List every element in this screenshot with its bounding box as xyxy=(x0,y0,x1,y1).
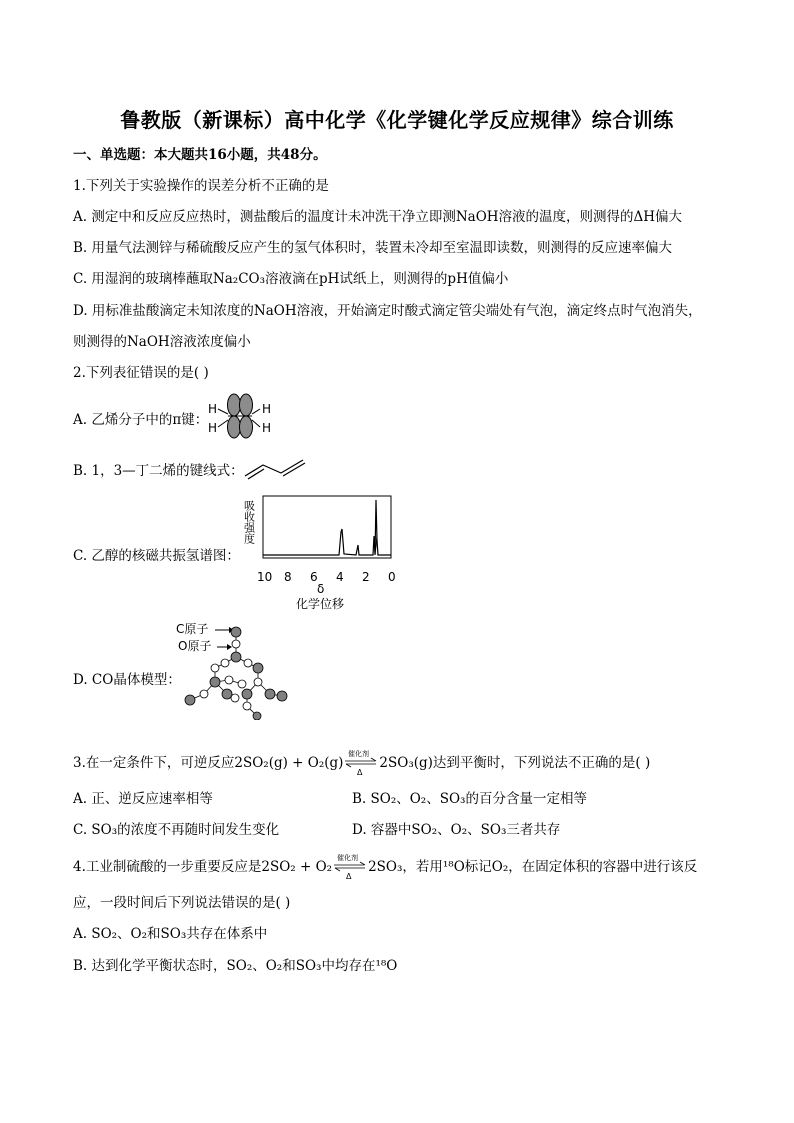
h-label: H xyxy=(262,402,272,416)
q4-stem-line2: 应，一段时间后下列说法错误的是( ) xyxy=(73,895,291,911)
heat-symbol: Δ xyxy=(357,767,363,777)
q3-option-b: B. SO₂、O₂、SO₃的百分含量一定相等 xyxy=(352,791,587,807)
nmr-delta-symbol: δ xyxy=(317,582,325,596)
nmr-tick: 8 xyxy=(284,570,292,584)
q2-option-c: C. 乙醇的核磁共振氢谱图： xyxy=(73,548,240,564)
q2-option-d: D. CO晶体模型： xyxy=(73,672,181,688)
q1-option-d-line1: D. 用标准盐酸滴定未知浓度的NaOH溶液，开始滴定时酸式滴定管尖端处有气泡，滴定终点时气泡消失， xyxy=(73,303,702,319)
h-label: H xyxy=(208,402,218,416)
q4-stem-pre: 4.工业制硫酸的一步重要反应是2SO₂ + O₂ xyxy=(73,859,333,875)
q4-stem-post: 2SO₃，若用¹⁸O标记O₂，在固定体积的容器中进行该反 xyxy=(368,859,698,875)
q3-option-a: A. 正、逆反应速率相等 xyxy=(73,791,213,807)
q4-option-b: B. 达到化学平衡状态时，SO₂、O₂和SO₃中均存在¹⁸O xyxy=(73,958,398,974)
nmr-tick: 10 xyxy=(257,570,273,584)
q3-stem-post: 2SO₃(g)达到平衡时，下列说法不正确的是( ) xyxy=(379,755,651,771)
h-label: H xyxy=(208,421,218,435)
q2-stem: 2.下列表征错误的是( ) xyxy=(73,365,209,381)
catalyst-label: 催化剂 xyxy=(348,749,370,758)
co-crystal-model xyxy=(172,620,294,720)
nmr-tick: 6 xyxy=(310,570,318,584)
page-title: 鲁教版（新课标）高中化学《化学键化学反应规律》综合训练 xyxy=(120,108,674,132)
q4-option-a: A. SO₂、O₂和SO₃共存在体系中 xyxy=(73,926,268,942)
q3-stem xyxy=(73,749,651,777)
c-atom-label: C原子 xyxy=(176,622,209,636)
q1-option-c: C. 用湿润的玻璃棒蘸取Na₂CO₃溶液滴在pH试纸上，则测得的pH值偏小 xyxy=(73,271,509,287)
q1-option-b: B. 用量气法测锌与稀硫酸反应产生的氢气体积时，装置未冷却至室温即读数，则测得的反应速率偏大 xyxy=(73,240,673,256)
nmr-x-axis-label: 化学位移 xyxy=(296,597,345,611)
q2-option-b: B. 1，3—丁二烯的键线式： xyxy=(73,463,244,479)
nmr-tick: 0 xyxy=(388,570,396,584)
pi-bond-diagram xyxy=(206,392,274,440)
q3-option-d: D. 容器中SO₂、O₂、SO₃三者共存 xyxy=(352,822,561,838)
h-label: H xyxy=(262,421,272,435)
q1-stem: 1.下列关于实验操作的误差分析不正确的是 xyxy=(73,178,329,194)
butadiene-skeletal-formula xyxy=(243,456,309,480)
nmr-y-axis-label: 吸收强度 xyxy=(242,500,256,544)
q4-stem-line1 xyxy=(73,853,698,881)
reversible-arrow xyxy=(332,853,368,881)
nmr-spectrum xyxy=(232,492,402,614)
q3-stem-pre: 3.在一定条件下，可逆反应2SO₂(g) + O₂(g) xyxy=(73,755,344,771)
q1-option-a: A. 测定中和反应反应热时，测盐酸后的温度计未冲洗干净立即测NaOH溶液的温度，则测得的ΔH偏大 xyxy=(73,209,683,225)
heat-symbol: Δ xyxy=(346,871,352,881)
catalyst-label: 催化剂 xyxy=(337,853,359,862)
section-heading: 一、单选题：本大题共16小题，共48分。 xyxy=(73,147,327,163)
nmr-tick: 2 xyxy=(362,570,370,584)
reversible-arrow xyxy=(343,749,379,777)
q3-option-c: C. SO₃的浓度不再随时间发生变化 xyxy=(73,822,280,838)
nmr-tick: 4 xyxy=(336,570,344,584)
q2-option-a: A. 乙烯分子中的π键： xyxy=(73,412,209,428)
q1-option-d-line2: 则测得的NaOH溶液浓度偏小 xyxy=(73,334,251,350)
o-atom-label: O原子 xyxy=(178,639,212,653)
